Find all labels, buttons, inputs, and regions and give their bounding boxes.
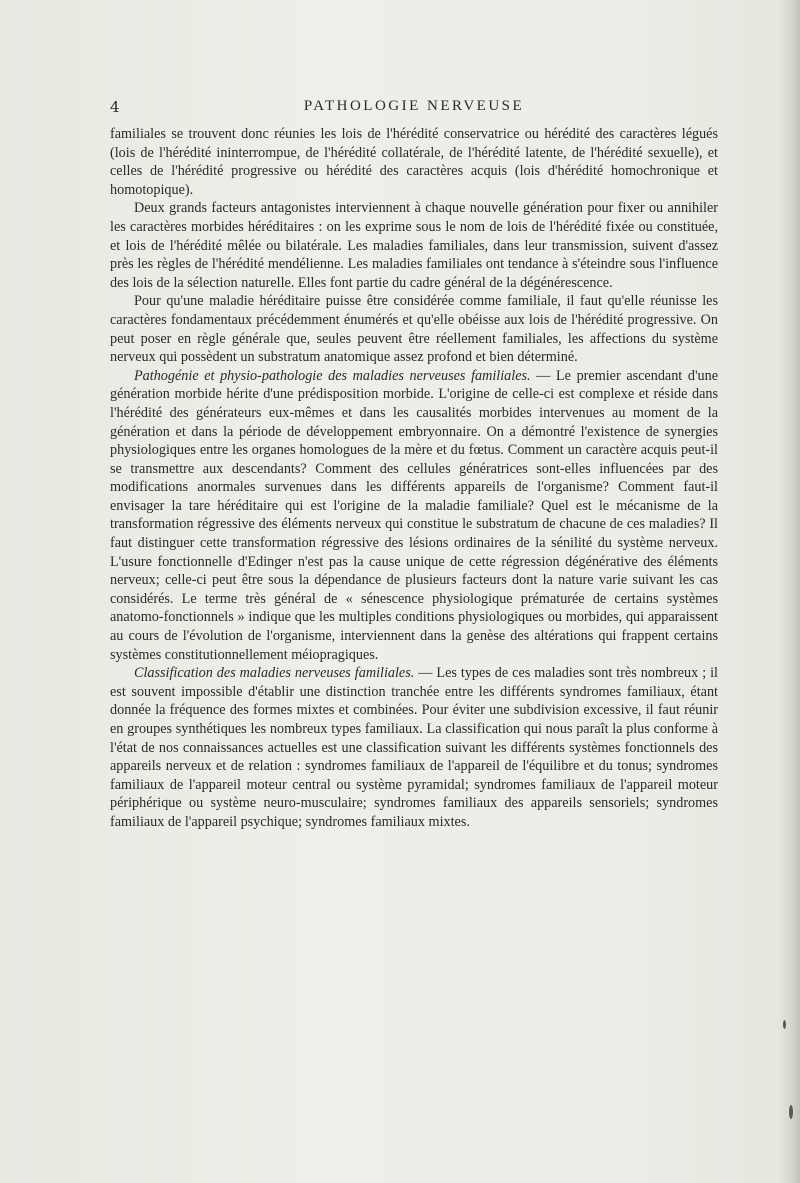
paragraph bbox=[110, 664, 718, 831]
paper-speck bbox=[789, 1105, 793, 1119]
paragraph-text: — Les types de ces maladies sont très nombreux ; il est souvent impossible d'établir une distinction tranchée entre les différents syndromes familiaux, étant donnée la fréquence des formes mixtes et combinées. Pour éviter une subdivision excessive, il faut réunir en groupes synthétiques les nombreux types familiaux. La classification qui nous paraît la plus conforme à l'état de nos connaissances actuelles est une classification suivant les différents systèmes fonctionnels des appareils nerveux et de relation : syndromes familiaux de l'appareil de l'équilibre et du tonus; syndromes familiaux de l'appareil moteur central ou système pyramidal; syndromes familiaux de l'appareil moteur périphérique ou système neuro-musculaire; syndromes familiaux des appareils sensoriels; syndromes familiaux de l'appareil psychique; syndromes familiaux mixtes. bbox=[110, 665, 718, 830]
page-header bbox=[110, 98, 718, 118]
body-text bbox=[110, 125, 718, 832]
paragraph bbox=[110, 292, 718, 366]
paragraph-text: familiales se trouvent donc réunies les lois de l'hérédité conservatrice ou hérédité des caractères légués (lois de l'hérédité ininterrompue, de l'hérédité collatérale, de l'hérédité latente, de l'hérédité sexuelle), et celles de l'hérédité progressive ou hérédité des caractères acquis (lois d'hérédité homochronique et homotopique). bbox=[110, 126, 718, 198]
paper-speck bbox=[783, 1020, 786, 1029]
paragraph bbox=[110, 125, 718, 199]
page-number: 4 bbox=[110, 98, 120, 116]
section-title: Pathogénie et physio-pathologie des maladies nerveuses familiales. bbox=[134, 367, 531, 384]
running-title: PATHOLOGIE NERVEUSE bbox=[303, 98, 525, 114]
paragraph bbox=[110, 199, 718, 292]
page-edge-shadow bbox=[778, 0, 800, 1183]
paragraph-text: Pour qu'une maladie héréditaire puisse être considérée comme familiale, il faut qu'elle réunisse les caractères fondamentaux précédemment énumérés et qu'elle obéisse aux lois de l'hérédité progressive. On peut poser en règle générale que, seules peuvent être réellement familiales, les affections du système nerveux qui possèdent un substratum anatomique assez profond et bien déterminé. bbox=[110, 293, 718, 366]
paragraph-text: — Le premier ascendant d'une génération morbide hérite d'une prédisposition morbide. L'origine de celle-ci est complexe et réside dans l'hérédité des générateurs eux-mêmes et dans les causalités morbides intervenues au moment de la génération et dans la période de développement embryonnaire. On a démontré l'existence de synergies physiologiques entre les organes homologues de la mère et du fœtus. Comment un caractère acquis peut-il se transmettre aux descendants? Comment des cellules génératrices sont-elles influencées par des modifications anormales survenues dans les différents appareils de l'organisme? Comment faut-il envisager la tare héréditaire qui est l'origine de la maladie familiale? Quel est le mécanisme de la transformation régressive des éléments nerveux qui constitue le substratum de chacune de ces maladies? Il faut distinguer cette transformation régressive des lésions ordinaires de la sénilité du système nerveux. L'usure fonctionnelle d'Edinger n'est pas la cause unique de cette régression dégénérative des éléments nerveux; celle-ci peut être sous la dépendance de plusieurs facteurs dont la nature varie suivant les cas considérés. Le terme très général de « sénescence physiologique prématurée de certains systèmes anatomo-fonctionnels » indique que les multiples conditions physiologiques ou morbides, qui apparaissent au cours de l'évolution de l'organisme, interviennent dans la genèse des altérations qui frappent certains systèmes constitutionnellement méiopragiques. bbox=[110, 367, 719, 663]
section-title: Classification des maladies nerveuses familiales. bbox=[134, 665, 415, 682]
paragraph-text: Deux grands facteurs antagonistes interviennent à chaque nouvelle génération pour fixer ou annihiler les caractères morbides héréditaires : on les exprime sous le nom de lois de l'hérédité fixée ou constituée, et lois de l'hérédité mêlée ou bilatérale. Les maladies familiales, dans leur transmission, suivent d'assez près les règles de l'hérédité mendélienne. Les maladies familiales ont tendance à s'éteindre sous l'influence des lois de la sélection naturelle. Elles font partie du cadre général de la dégénérescence. bbox=[110, 200, 718, 291]
paragraph bbox=[110, 367, 718, 665]
